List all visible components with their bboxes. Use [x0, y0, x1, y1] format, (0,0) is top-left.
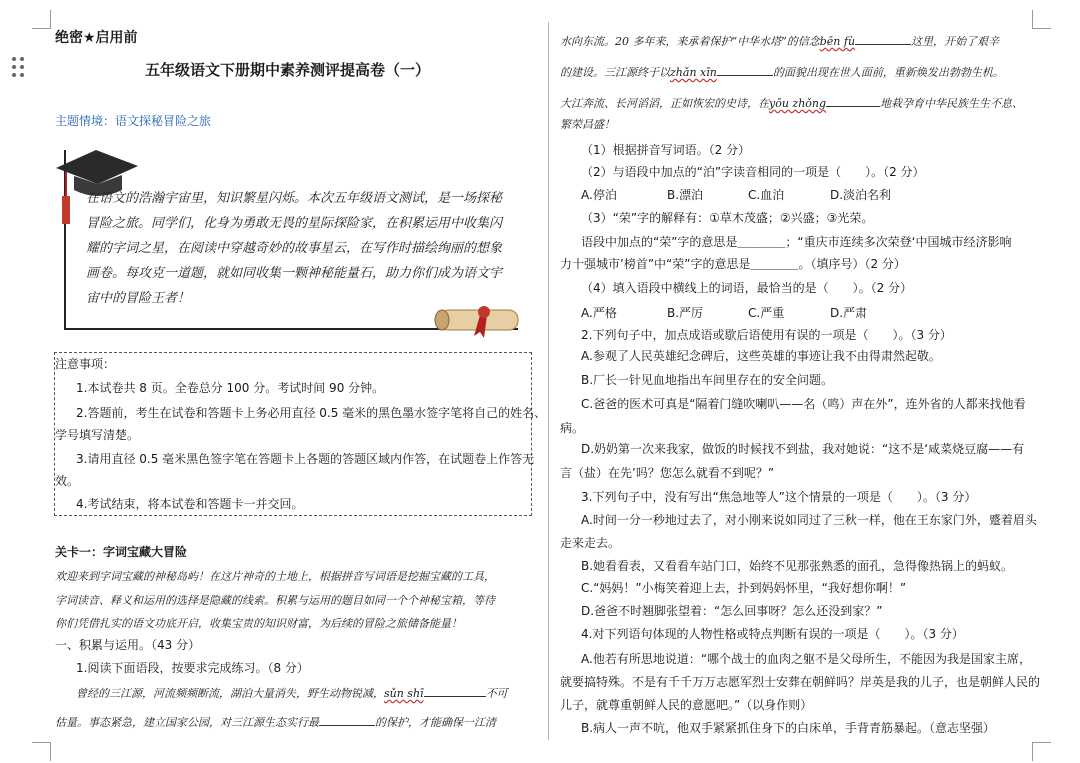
- sub2-option-d[interactable]: D.淡泊名利: [830, 188, 892, 202]
- theme-label: 主题情境：语文探秘冒险之旅: [55, 114, 212, 128]
- question-2: 2.下列句子中，加点成语或歇后语使用有误的一项是（ ）。（3 分）: [581, 328, 952, 342]
- drag-handle-icon[interactable]: [12, 57, 26, 79]
- q3-option-b[interactable]: B.她看看表，又看看车站门口，始终不见那张熟悉的面孔，急得像热锅上的蚂蚁。: [581, 559, 1014, 573]
- intro-text: 在语文的浩瀚宇宙里，知识繁星闪烁。本次五年级语文测试，是一场探秘冒险之旅。同学们，化身为勇敢无畏的星际探险家，在积累运用中收集闪耀的字词之星，在阅读中穿越奇妙的故事星云，在写作时描绘绚丽的想象画卷。每攻克一道题，就如同收集一颗神秘能量石，助力你们成为语文宇宙中的冒险王者！: [86, 191, 503, 306]
- q4-option-b[interactable]: B.病人一声不吭，他双手紧紧抓住身下的白床单，手背青筋暴起。（意志坚强）: [581, 721, 996, 735]
- sub-question-3: （3）“荣”字的解释有：①草木茂盛；②兴盛；③光荣。: [581, 211, 874, 225]
- pinyin-benfu: bēn fù: [819, 35, 856, 48]
- q3-option-a-cont: 走来走去。: [560, 536, 621, 550]
- sub4-option-d[interactable]: D.严肃: [830, 306, 868, 320]
- pinyin-sunshi: sǔn shī: [384, 687, 424, 700]
- answer-blank[interactable]: [826, 94, 880, 107]
- answer-blank[interactable]: [424, 684, 486, 697]
- q2-option-c-cont: 病。: [560, 421, 585, 435]
- sub4-option-a[interactable]: A.严格: [581, 306, 617, 320]
- notice-item-3a: 3.请用直径 0.5 毫米黑色签字笔在答题卡上各题的答题区域内作答，在试题卷上作答无: [76, 452, 535, 466]
- para-line-1-tail: 不可: [485, 687, 508, 700]
- column-divider: [548, 22, 549, 740]
- para-line-2-tail: 的保护，才能确保一江清: [375, 716, 496, 729]
- answer-blank[interactable]: [319, 713, 375, 726]
- notice-item-4: 4.考试结束，将本试卷和答题卡一并交回。: [76, 497, 304, 511]
- sub4-option-b[interactable]: B.严厉: [667, 306, 704, 320]
- answer-blank[interactable]: [855, 32, 911, 45]
- level1-intro-line-1: 欢迎来到字词宝藏的神秘岛屿！在这片神奇的土地上，根据拼音写词语是挖掘宝藏的工具，: [55, 570, 495, 583]
- sub2-option-a[interactable]: A.停泊: [581, 188, 617, 202]
- crop-mark-bottom-left: [32, 742, 51, 761]
- part1-heading: 一、积累与运用。（43 分）: [55, 638, 201, 652]
- pinyin-zhanxin: zhǎn xīn: [670, 66, 717, 79]
- q2-option-d[interactable]: D.奶奶第一次来我家，做饭的时候找不到盐，我对她说：“这不是‘咸菜烧豆腐——有: [581, 442, 1025, 456]
- level1-title: 关卡一：字词宝藏大冒险: [55, 545, 188, 559]
- q3-option-d[interactable]: D.爸爸不时翘脚张望着：“怎么回事呀？怎么还没到家？”: [581, 604, 883, 618]
- para-line-3: [560, 32, 999, 50]
- q2-option-a[interactable]: A.参观了人民英雄纪念碑后，这些英雄的事迹让我不由得肃然起敬。: [581, 349, 941, 363]
- question-3: 3.下列句子中，没有写出“焦急地等人”这个情景的一项是（ ）。（3 分）: [581, 490, 977, 504]
- para-line-4-text: 的建设。三江源终于以: [560, 66, 670, 79]
- notice-item-1: 1.本试卷共 8 页。全卷总分 100 分。考试时间 90 分钟。: [76, 381, 385, 395]
- question-4: 4.对下列语句体现的人物性格或特点判断有误的一项是（ ）。（3 分）: [581, 627, 964, 641]
- q2-option-d-cont: 言（盐）在先’吗？您怎么就看不到呢？”: [560, 466, 775, 480]
- notice-item-3b: 效。: [55, 474, 80, 488]
- notice-item-2b: 学号填写清楚。: [55, 428, 140, 442]
- notice-heading: 注意事项：: [55, 357, 116, 371]
- q3-option-a[interactable]: A.时间一分一秒地过去了，对小刚来说如同过了三秋一样，他在王东家门外，蹙着眉头: [581, 513, 1037, 527]
- diploma-scroll-icon: [432, 298, 524, 340]
- secret-label: 绝密★启用前: [55, 30, 138, 46]
- q3-option-c[interactable]: C.“妈妈！”小梅笑着迎上去，扑到妈妈怀里，“我好想你啊！”: [581, 581, 907, 595]
- crop-mark-bottom-right: [1032, 742, 1051, 761]
- sub-question-3-line-3: 力十强城市’榜首”中“荣”字的意思是＿＿＿＿。（填序号）（2 分）: [560, 257, 906, 271]
- level1-intro-line-3: 你们凭借扎实的语文功底开启，收集宝贵的知识财富，为后续的冒险之旅储备能量！: [55, 617, 462, 630]
- para-line-2: [55, 713, 496, 731]
- sub-question-4: （4）填入语段中横线上的词语，最恰当的是（ ）。（2 分）: [581, 281, 913, 295]
- notice-item-2a: 2.答题前，考生在试卷和答题卡上务必用直径 0.5 毫米的黑色墨水签字笔将自己的姓名、: [76, 406, 547, 420]
- para-line-4-tail: 的面貌出现在世人面前，重新焕发出勃勃生机。: [772, 66, 1004, 79]
- sub-question-3-line-2: 语段中加点的“荣”字的意思是＿＿＿＿；“重庆市连续多次荣登‘中国城市经济影响: [581, 235, 1012, 249]
- crop-mark-top-right: [1032, 10, 1051, 29]
- para-line-1: [76, 684, 508, 702]
- page-title: 五年级语文下册期中素养测评提高卷（一）: [145, 61, 431, 79]
- para-line-1-text: 曾经的三江源，河流频频断流，湖泊大量消失，野生动物锐减，: [76, 687, 384, 700]
- para-line-5: [560, 94, 1023, 112]
- crop-mark-top-left: [32, 10, 51, 29]
- sub4-option-c[interactable]: C.严重: [748, 306, 785, 320]
- q4-option-a[interactable]: A.他若有所思地说道：“哪个战士的血肉之躯不是父母所生，不能因为我是国家主席，: [581, 652, 1032, 666]
- para-line-5-text: 大江奔流、长河滔滔，正如恢宏的史诗，在: [560, 97, 769, 110]
- para-line-4: [560, 63, 1004, 81]
- para-line-3-text: 水向东流。20 多年来，来承着保护“中华水塔”的信念: [560, 35, 820, 48]
- para-line-6: 繁荣昌盛！: [560, 118, 615, 131]
- sub2-option-c[interactable]: C.血泊: [748, 188, 785, 202]
- q2-option-b[interactable]: B.厂长一针见血地指出车间里存在的安全问题。: [581, 373, 834, 387]
- para-line-3-tail: 这里，开始了艰辛: [911, 35, 1000, 48]
- q1-heading: 1.阅读下面语段，按要求完成练习。（8 分）: [76, 661, 309, 675]
- pinyin-yunzhong: yōu zhǒng: [769, 97, 827, 110]
- sub2-option-b[interactable]: B.漂泊: [667, 188, 704, 202]
- q4-option-a-cont-2: 儿子，就尊重朝鲜人民的意愿吧。”（以身作则）: [560, 698, 813, 712]
- para-line-5-tail: 地栽孕育中华民族生生不息、: [880, 97, 1024, 110]
- sub-question-1: （1）根据拼音写词语。（2 分）: [581, 143, 751, 157]
- q4-option-a-cont-1: 就要搞特殊。不是有千千万万志愿军烈士安葬在朝鲜吗？岸英是我的儿子，也是朝鲜人民的: [560, 675, 1041, 689]
- answer-blank[interactable]: [717, 63, 773, 76]
- para-line-2-text: 估量。事态紧急，建立国家公园，对三江源生态实行最: [55, 716, 319, 729]
- level1-intro-line-2: 字词读音、释义和运用的选择是隐藏的线索。积累与运用的题目如同一个个神秘宝箱，等待: [55, 594, 495, 607]
- q2-option-c[interactable]: C.爸爸的医术可真是“隔着门缝吹喇叭——名（鸣）声在外”，连外省的人都来找他看: [581, 397, 1026, 411]
- sub-question-2: （2）与语段中加点的“泊”字读音相同的一项是（ ）。（2 分）: [581, 165, 925, 179]
